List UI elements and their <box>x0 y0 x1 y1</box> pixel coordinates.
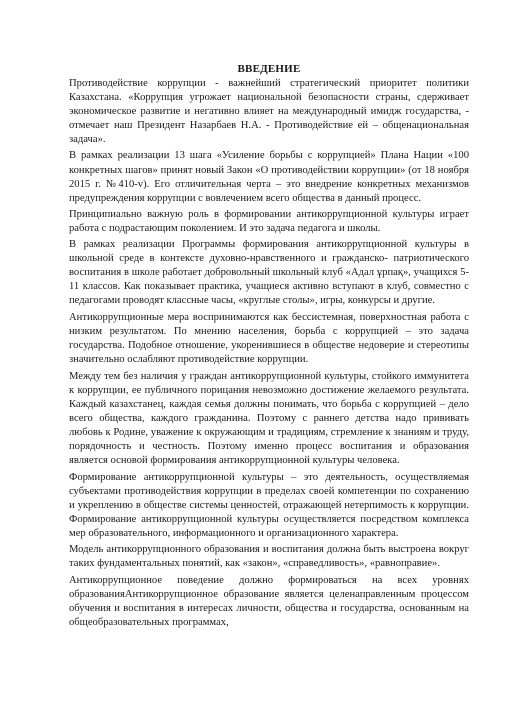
paragraph-law: В рамках реализации 13 шага «Усиление борьбы с коррупцией» Плана Нации «100 конкретных шагов» принят новый Закон «О противодействии коррупции» (от 18 ноября 2015 г. №410-v). Его отличительная черта – это внедрение конкретных механизмов предупреждения коррупции с вовлечением всего общества в данный процесс. <box>69 150 469 204</box>
document-title: ВВЕДЕНИЕ <box>237 63 301 75</box>
paragraph-citizen-culture: Между тем без наличия у граждан антикоррупционной культуры, стойкого иммунитета к коррупции, ее публичного порицания невозможно достижение желаемого результата. Каждый казахстанец, каждая семья должны понимать, что борьба с коррупцией – дело всего общества, каждого гражданина. Поэтому с раннего детства надо прививать любовь к Родине, уважение к окружающим и традициям, стремление к знаниям и труду, порядочность и честность. Поэтому именно процесс воспитания и образования является основой формирования антикоррупционной культуры человека. <box>69 370 469 467</box>
paragraph-definition: Формирование антикоррупционной культуры – это деятельность, осуществляемая субъектами противодействия коррупции в пределах своей компетенции по сохранению и укреплению в обществе системы ценностей, отражающей нетерпимость к коррупции. Формирование антикоррупционной культуры осуществляется посредством комплекса мер образовательного, информационного и организационного характера. <box>69 471 469 539</box>
paragraph-youth-role: Принципиально важную роль в формировании антикоррупционной культуры играет работа с подрастающим поколением. И это задача педагога и школы. <box>69 208 469 234</box>
paragraph-model: Модель антикоррупционного образования и воспитания должна быть выстроена вокруг таких фундаментальных понятий, как «закон», «справедливость», «равноправие». <box>69 544 469 570</box>
paragraph-public-perception: Антикоррупционные мера воспринимаются как бессистемная, поверхностная работа с низким результатом. По мнению населения, борьба с коррупцией – это задача государства. Подобное отношение, укоренившиеся в обществе недоверие и стереотипы значительно ослабляют противодействие коррупции. <box>69 311 469 365</box>
paragraph-behavior: Антикоррупционное поведение должно формироваться на всех уровнях образованияАнтикоррупционное образование является целенаправленным процессом обучения и воспитания в интересах личности, общества и государства, основанным на общеобразовательных программах, <box>69 575 469 629</box>
paragraph-intro: Противодействие коррупции - важнейший стратегический приоритет политики Казахстана. «Коррупция угрожает национальной безопасности страны, сдерживает экономическое развитие и негативно влияет на международный имидж государства, - отмечает наш Президент Назарбаев Н.А. - Противодействие ей – общенациональная задача». <box>69 78 469 146</box>
document-page <box>69 62 469 633</box>
paragraph-school-club: В рамках реализации Программы формирования антикоррупционной культуры в школьной среде в контексте духовно-нравственного и гражданско- патриотического воспитания в школе работает добровольный школьный клуб «Адал ұрпақ», учащихся 5-11 классов. Как показывает практика, учащиеся активно вступают в клуб, совместно с педагогами проводят классные часы, «круглые столы», игры, конкурсы и другие. <box>69 239 469 307</box>
